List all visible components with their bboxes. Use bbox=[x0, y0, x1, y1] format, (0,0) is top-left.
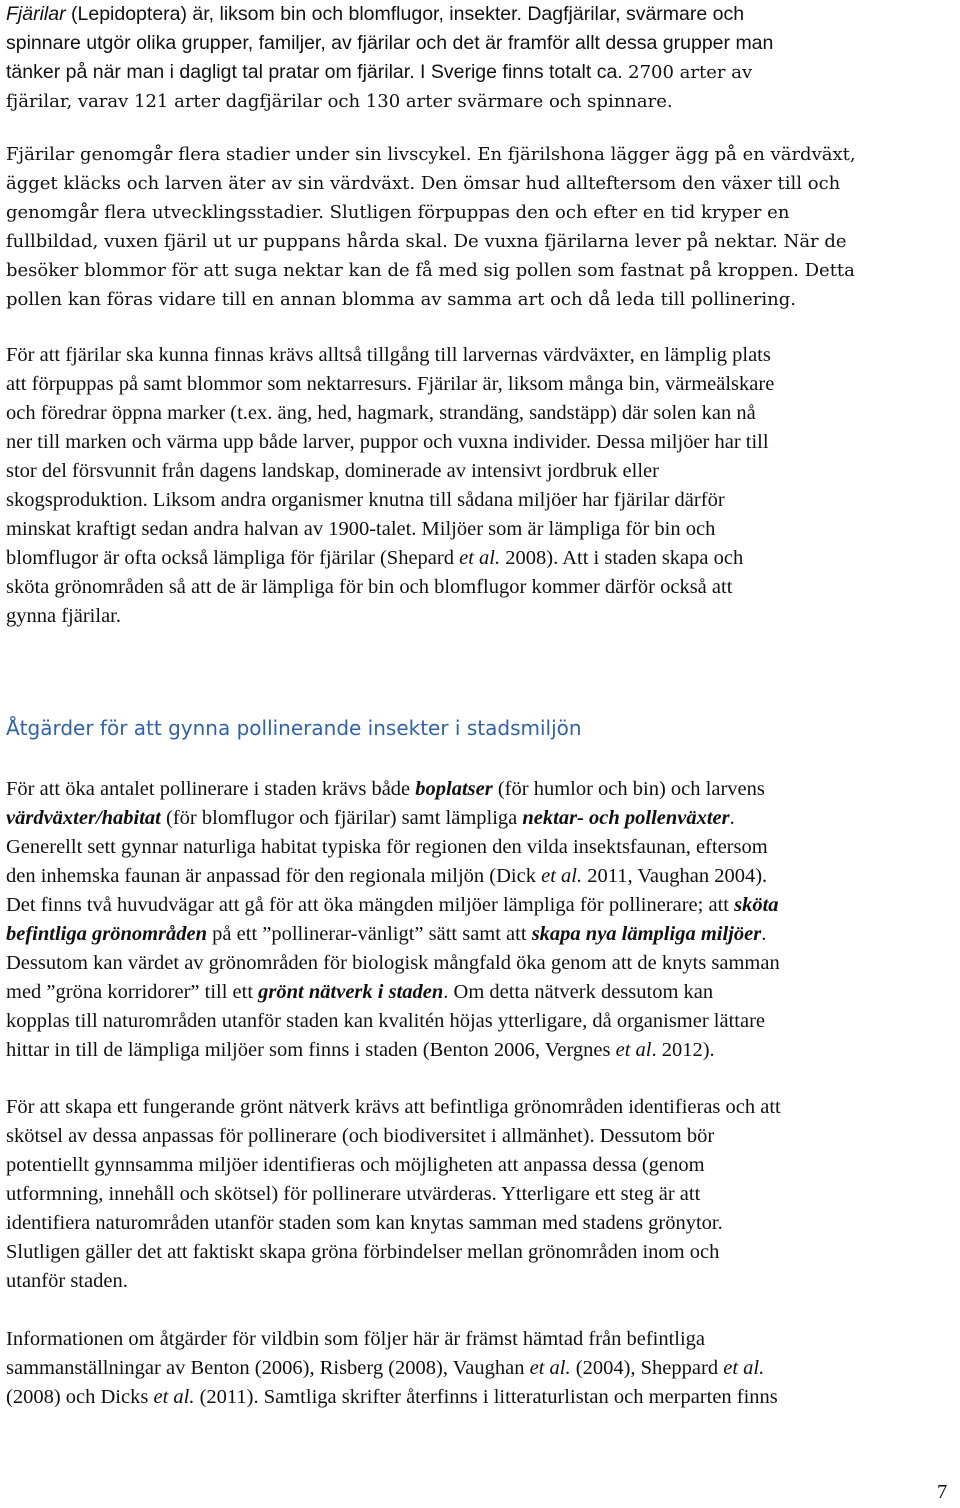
text-segment: (Lepidoptera) är, liksom bin och blomflugor, insekter. Dagfjärilar, svärmare och bbox=[65, 3, 745, 25]
emphasis-text: boplatser bbox=[415, 778, 493, 800]
text-segment: 2700 arter av bbox=[628, 62, 753, 83]
text-segment: sammanställningar av Benton (2006), Risberg (2008), Vaughan bbox=[6, 1357, 530, 1379]
text-segment: skötsel av dessa anpassas för pollinerare (och biodiversitet i allmänhet). Dessutom bör bbox=[6, 1125, 715, 1147]
text-segment: ägget kläcks och larven äter av sin värdväxt. Den ömsar hud allteftersom den växer till och bbox=[6, 173, 841, 194]
text-line bbox=[6, 169, 840, 198]
text-segment: Fjärilar genomgår flera stadier under sin livscykel. En fjärilshona lägger ägg på en värdväxt, bbox=[6, 144, 856, 165]
text-line bbox=[6, 775, 765, 804]
text-segment: Det finns två huvudvägar att gå för att öka mängden miljöer lämpliga för pollinerare; att bbox=[6, 894, 735, 916]
text-line bbox=[6, 1151, 705, 1180]
text-segment: För att öka antalet pollinerare i staden krävs både bbox=[6, 778, 416, 800]
text-line bbox=[6, 1209, 723, 1238]
text-segment: skogsproduktion. Liksom andra organismer knutna till sådana miljöer har fjärilar därför bbox=[6, 489, 725, 511]
text-segment: tänker på när man i dagligt tal pratar om fjärilar. I Sverige finns totalt ca. bbox=[6, 61, 629, 83]
text-segment: stor del försvunnit från dagens landskap, dominerade av intensivt jordbruk eller bbox=[6, 460, 659, 482]
text-segment: identifiera naturområden utanför staden som kan knytas samman med stadens grönytor. bbox=[6, 1212, 723, 1234]
text-line bbox=[6, 544, 743, 573]
emphasis-text: nektar- och pollenväxter bbox=[522, 807, 730, 829]
text-line bbox=[6, 1180, 700, 1209]
text-segment: sköta grönområden så att de är lämpliga för bin och blomflugor kommer därför också att bbox=[6, 576, 733, 598]
text-line bbox=[6, 457, 659, 486]
text-line bbox=[6, 804, 735, 833]
text-segment: utanför staden. bbox=[6, 1270, 128, 1292]
text-line bbox=[6, 198, 789, 227]
italic-text: Fjärilar bbox=[6, 3, 66, 25]
text-line bbox=[6, 1354, 764, 1383]
text-segment: För att fjärilar ska kunna finnas krävs alltså tillgång till larvernas värdväxter, en lämplig plats bbox=[6, 344, 771, 366]
text-segment: fullbildad, vuxen fjäril ut ur puppans hårda skal. De vuxna fjärilarna lever på nektar. När de bbox=[6, 231, 847, 252]
text-segment: fjärilar, varav 121 arter dagfjärilar och 130 arter svärmare och spinnare. bbox=[6, 91, 673, 112]
text-line bbox=[6, 920, 766, 949]
text-line bbox=[6, 978, 713, 1007]
text-segment: . bbox=[729, 807, 735, 829]
text-line bbox=[6, 0, 744, 29]
emphasis-text: värdväxter/habitat bbox=[6, 807, 161, 829]
text-line bbox=[6, 833, 768, 862]
emphasis-text: sköta bbox=[734, 894, 779, 916]
text-segment: . bbox=[761, 923, 767, 945]
text-segment: För att skapa ett fungerande grönt nätverk krävs att befintliga grönområden identifieras och att bbox=[6, 1096, 781, 1118]
text-segment: blomflugor är ofta också lämpliga för fjärilar (Shepard bbox=[6, 547, 460, 569]
text-line bbox=[6, 87, 673, 116]
text-segment: kopplas till naturområden utanför staden kan kvalitén höjas ytterligare, då organismer lättare bbox=[6, 1010, 766, 1032]
text-segment: med ”gröna korridorer” till ett bbox=[6, 981, 259, 1003]
emphasis-text: skapa nya lämpliga miljöer bbox=[531, 923, 762, 945]
text-segment: . 2012). bbox=[651, 1039, 715, 1061]
text-line bbox=[6, 29, 773, 58]
text-segment: . Om detta nätverk dessutom kan bbox=[443, 981, 714, 1003]
text-line bbox=[6, 573, 732, 602]
text-segment: (2011). Samtliga skrifter återfinns i litteraturlistan och merparten finns bbox=[194, 1386, 778, 1408]
page-number: 7 bbox=[937, 1481, 948, 1503]
text-line bbox=[6, 1122, 714, 1151]
text-line bbox=[6, 949, 780, 978]
section-heading: Åtgärder för att gynna pollinerande insekter i stadsmiljön bbox=[6, 716, 582, 740]
text-segment: ner till marken och värma upp både larver, puppor och vuxna individer. Dessa miljöer har till bbox=[6, 431, 769, 453]
italic-text: et al. bbox=[459, 547, 501, 569]
text-line bbox=[6, 602, 121, 631]
text-segment: (för humlor och bin) och larvens bbox=[492, 778, 765, 800]
text-segment: (2008) och Dicks bbox=[6, 1386, 154, 1408]
text-segment: Dessutom kan värdet av grönområden för biologisk mångfald öka genom att de knyts samman bbox=[6, 952, 780, 974]
text-segment: 2008). Att i staden skapa och bbox=[500, 547, 744, 569]
text-line bbox=[6, 1267, 128, 1296]
text-segment: Generellt sett gynnar naturliga habitat typiska för regionen den vilda insektsfaunan, eftersom bbox=[6, 836, 768, 858]
text-line bbox=[6, 862, 767, 891]
text-line bbox=[6, 1036, 715, 1065]
text-line bbox=[6, 515, 715, 544]
text-segment: Slutligen gäller det att faktiskt skapa gröna förbindelser mellan grönområden inom och bbox=[6, 1241, 720, 1263]
italic-text: et al. bbox=[153, 1386, 195, 1408]
text-line bbox=[6, 370, 774, 399]
text-segment: spinnare utgör olika grupper, familjer, av fjärilar och det är framför allt dessa grupper man bbox=[6, 32, 774, 54]
text-segment: på ett ”pollinerar-vänligt” sätt samt att bbox=[207, 923, 532, 945]
italic-text: et al bbox=[615, 1039, 652, 1061]
text-segment: (2004), Sheppard bbox=[570, 1357, 724, 1379]
text-segment: minskat kraftigt sedan andra halvan av 1900-talet. Miljöer som är lämpliga för bin och bbox=[6, 518, 716, 540]
text-line bbox=[6, 428, 769, 457]
text-segment: gynna fjärilar. bbox=[6, 605, 121, 627]
text-line bbox=[6, 341, 771, 370]
text-segment: Informationen om åtgärder för vildbin som följer här är främst hämtad från befintliga bbox=[6, 1328, 706, 1350]
text-line bbox=[6, 891, 779, 920]
italic-text: et al. bbox=[529, 1357, 571, 1379]
text-line bbox=[6, 140, 856, 169]
text-line bbox=[6, 256, 855, 285]
text-segment: hittar in till de lämpliga miljöer som finns i staden (Benton 2006, Vergnes bbox=[6, 1039, 616, 1061]
text-segment: (för blomflugor och fjärilar) samt lämpliga bbox=[160, 807, 523, 829]
text-segment: 2011, Vaughan 2004). bbox=[582, 865, 768, 887]
italic-text: et al. bbox=[723, 1357, 765, 1379]
text-segment: utformning, innehåll och skötsel) för pollinerare utvärderas. Ytterligare ett steg är att bbox=[6, 1183, 701, 1205]
text-line bbox=[6, 1093, 781, 1122]
text-line bbox=[6, 58, 752, 87]
text-segment: och föredrar öppna marker (t.ex. äng, hed, hagmark, strandäng, sandstäpp) där solen kan nå bbox=[6, 402, 756, 424]
text-line bbox=[6, 1238, 719, 1267]
text-line bbox=[6, 1383, 778, 1412]
emphasis-text: befintliga grönområden bbox=[6, 923, 208, 945]
text-segment: besöker blommor för att suga nektar kan de få med sig pollen som fastnat på kroppen. Detta bbox=[6, 260, 855, 281]
text-segment: den inhemska faunan är anpassad för den regionala miljön (Dick bbox=[6, 865, 542, 887]
text-line bbox=[6, 285, 796, 314]
text-segment: pollen kan föras vidare till en annan blomma av samma art och då leda till pollinering. bbox=[6, 289, 796, 310]
text-segment: potentiellt gynnsamma miljöer identifieras och möjligheten att anpassa dessa (genom bbox=[6, 1154, 705, 1176]
text-line bbox=[6, 1007, 765, 1036]
text-segment: att förpuppas på samt blommor som nektarresurs. Fjärilar är, liksom många bin, värmeälskare bbox=[6, 373, 775, 395]
text-line bbox=[6, 486, 725, 515]
text-segment: genomgår flera utvecklingsstadier. Slutligen förpuppas den och efter en tid kryper en bbox=[6, 202, 790, 223]
text-line bbox=[6, 1325, 705, 1354]
emphasis-text: grönt nätverk i staden bbox=[258, 981, 444, 1003]
italic-text: et al. bbox=[541, 865, 583, 887]
text-line bbox=[6, 227, 847, 256]
text-line bbox=[6, 399, 756, 428]
